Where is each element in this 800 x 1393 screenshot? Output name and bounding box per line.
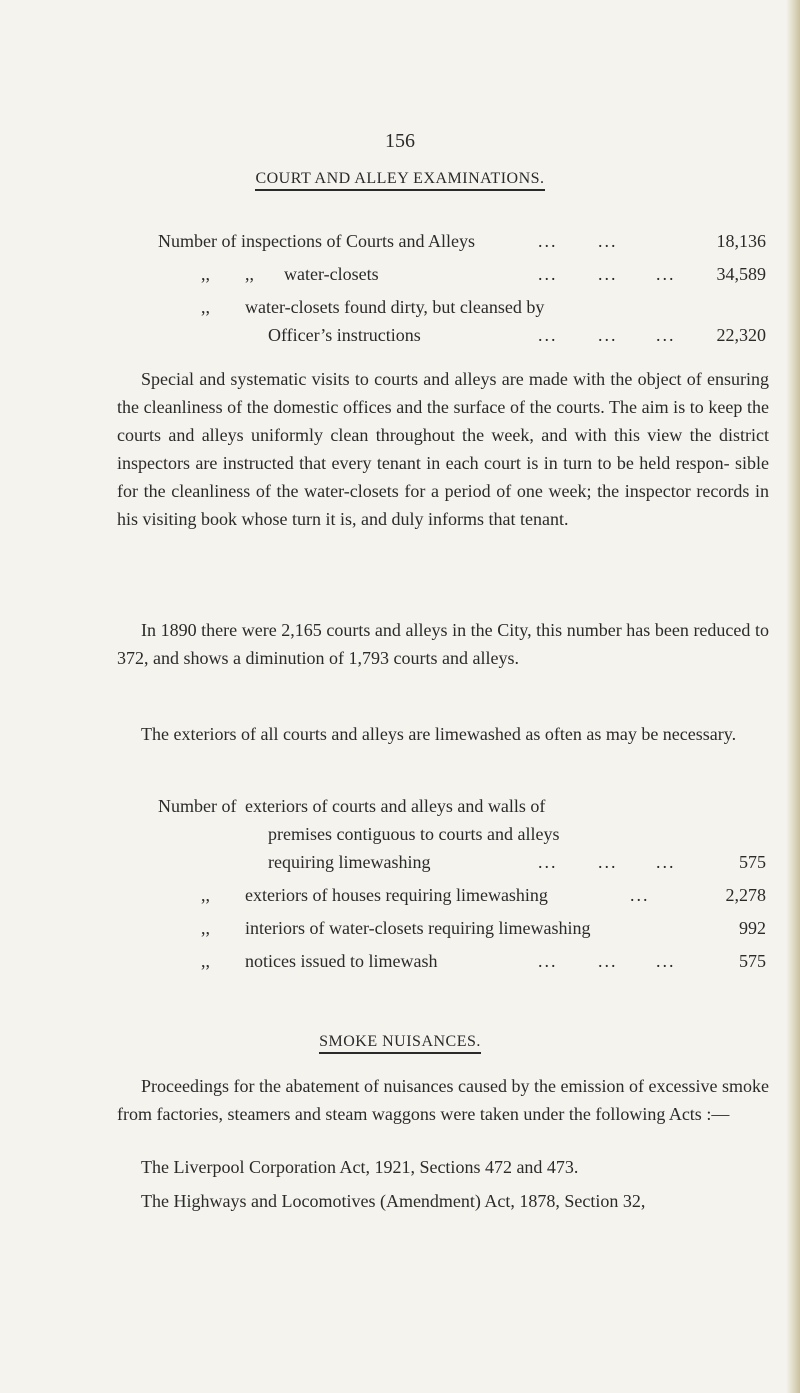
inspections-line-3-label-a: water-closets found dirty, but cleansed by — [245, 297, 545, 317]
paragraph-courts-reduced: In 1890 there were 2,165 courts and alleys in the City, this number has been reduced to 372, and shows a diminution of 1,793 courts and alleys. — [117, 620, 769, 668]
inspections-line-2-label: water-closets — [284, 264, 379, 284]
limewash-line-1-dots-c: ... — [656, 852, 676, 872]
limewash-line-1b-label: premises contiguous to courts and alleys — [268, 824, 560, 844]
limewash-line-4-dots-a: ... — [538, 951, 558, 971]
act-liverpool-corporation: The Liverpool Corporation Act, 1921, Sections 472 and 473. — [141, 1157, 579, 1177]
limewash-line-4-dots-b: ... — [598, 951, 618, 971]
page-edge-shading — [786, 0, 800, 1393]
inspections-line-2-dots-a: ... — [538, 264, 558, 284]
limewash-line-4-label: notices issued to limewash — [245, 951, 438, 971]
limewash-line-1-label: exteriors of courts and alleys and walls of — [245, 796, 546, 816]
limewash-line-2-value: 2,278 — [725, 885, 766, 905]
inspections-line-3-dots-a: ... — [538, 325, 558, 345]
inspections-line-2-ditto-b: ,, — [245, 264, 254, 284]
smoke-nuisances-heading-text: SMOKE NUISANCES. — [319, 1033, 481, 1054]
paragraph-special-visits: Special and systematic visits to courts and alleys are made with the object of ensuring the cleanliness of the domestic offices and the surface of the courts. The aim is to keep the courts and alleys uniformly clean throughout the week, and with this view the district inspectors are instructed that every tenant in each court is in turn to be held respon- sible for the cleanliness of the water-closets for a period of one week; the inspector records in his visiting book whose turn it is, and duly informs that tenant. — [117, 369, 769, 529]
limewash-line-1-dots-a: ... — [538, 852, 558, 872]
limewash-line-3-value: 992 — [739, 918, 766, 938]
limewash-line-1c-label: requiring limewashing — [268, 852, 431, 872]
inspections-line-3-ditto: ,, — [201, 297, 210, 317]
paragraph-exteriors-limewashed: The exteriors of all courts and alleys are limewashed as often as may be necessary. — [141, 724, 737, 744]
limewash-line-1-dots-b: ... — [598, 852, 618, 872]
inspections-line-1-value: 18,136 — [716, 231, 766, 251]
inspections-line-2-ditto-a: ,, — [201, 264, 210, 284]
limewash-line-1-value: 575 — [739, 852, 766, 872]
act-highways-locomotives: The Highways and Locomotives (Amendment) Act, 1878, Section 32, — [141, 1191, 646, 1211]
limewash-line-4-ditto: ,, — [201, 951, 210, 971]
inspections-line-2-value: 34,589 — [716, 264, 766, 284]
court-alley-heading — [0, 170, 800, 188]
court-alley-heading-text: COURT AND ALLEY EXAMINATIONS. — [255, 170, 544, 191]
limewash-line-1-prefix: Number of — [158, 796, 237, 816]
limewash-line-2-ditto: ,, — [201, 885, 210, 905]
limewash-line-4-dots-c: ... — [656, 951, 676, 971]
page-number: 156 — [385, 130, 415, 152]
limewash-line-3-ditto: ,, — [201, 918, 210, 938]
inspections-line-3-dots-b: ... — [598, 325, 618, 345]
inspections-line-3-label-b: Officer’s instructions — [268, 325, 421, 345]
inspections-line-1-dots-b: ... — [598, 231, 618, 251]
inspections-line-3-dots-c: ... — [656, 325, 676, 345]
inspections-line-2-dots-b: ... — [598, 264, 618, 284]
inspections-line-1-label: Number of inspections of Courts and Alleys — [158, 231, 475, 251]
smoke-nuisances-heading — [0, 1033, 800, 1051]
paragraph-smoke-proceedings: Proceedings for the abatement of nuisances caused by the emission of excessive smoke from factories, steamers and steam waggons were taken under the following Acts :— — [117, 1076, 769, 1124]
inspections-line-3-value: 22,320 — [716, 325, 766, 345]
limewash-line-2-dots: ... — [630, 885, 650, 905]
limewash-line-4-value: 575 — [739, 951, 766, 971]
inspections-line-2-dots-c: ... — [656, 264, 676, 284]
limewash-line-2-label: exteriors of houses requiring limewashing — [245, 885, 548, 905]
inspections-line-1-dots-a: ... — [538, 231, 558, 251]
limewash-line-3-label: interiors of water-closets requiring limewashing — [245, 918, 591, 938]
